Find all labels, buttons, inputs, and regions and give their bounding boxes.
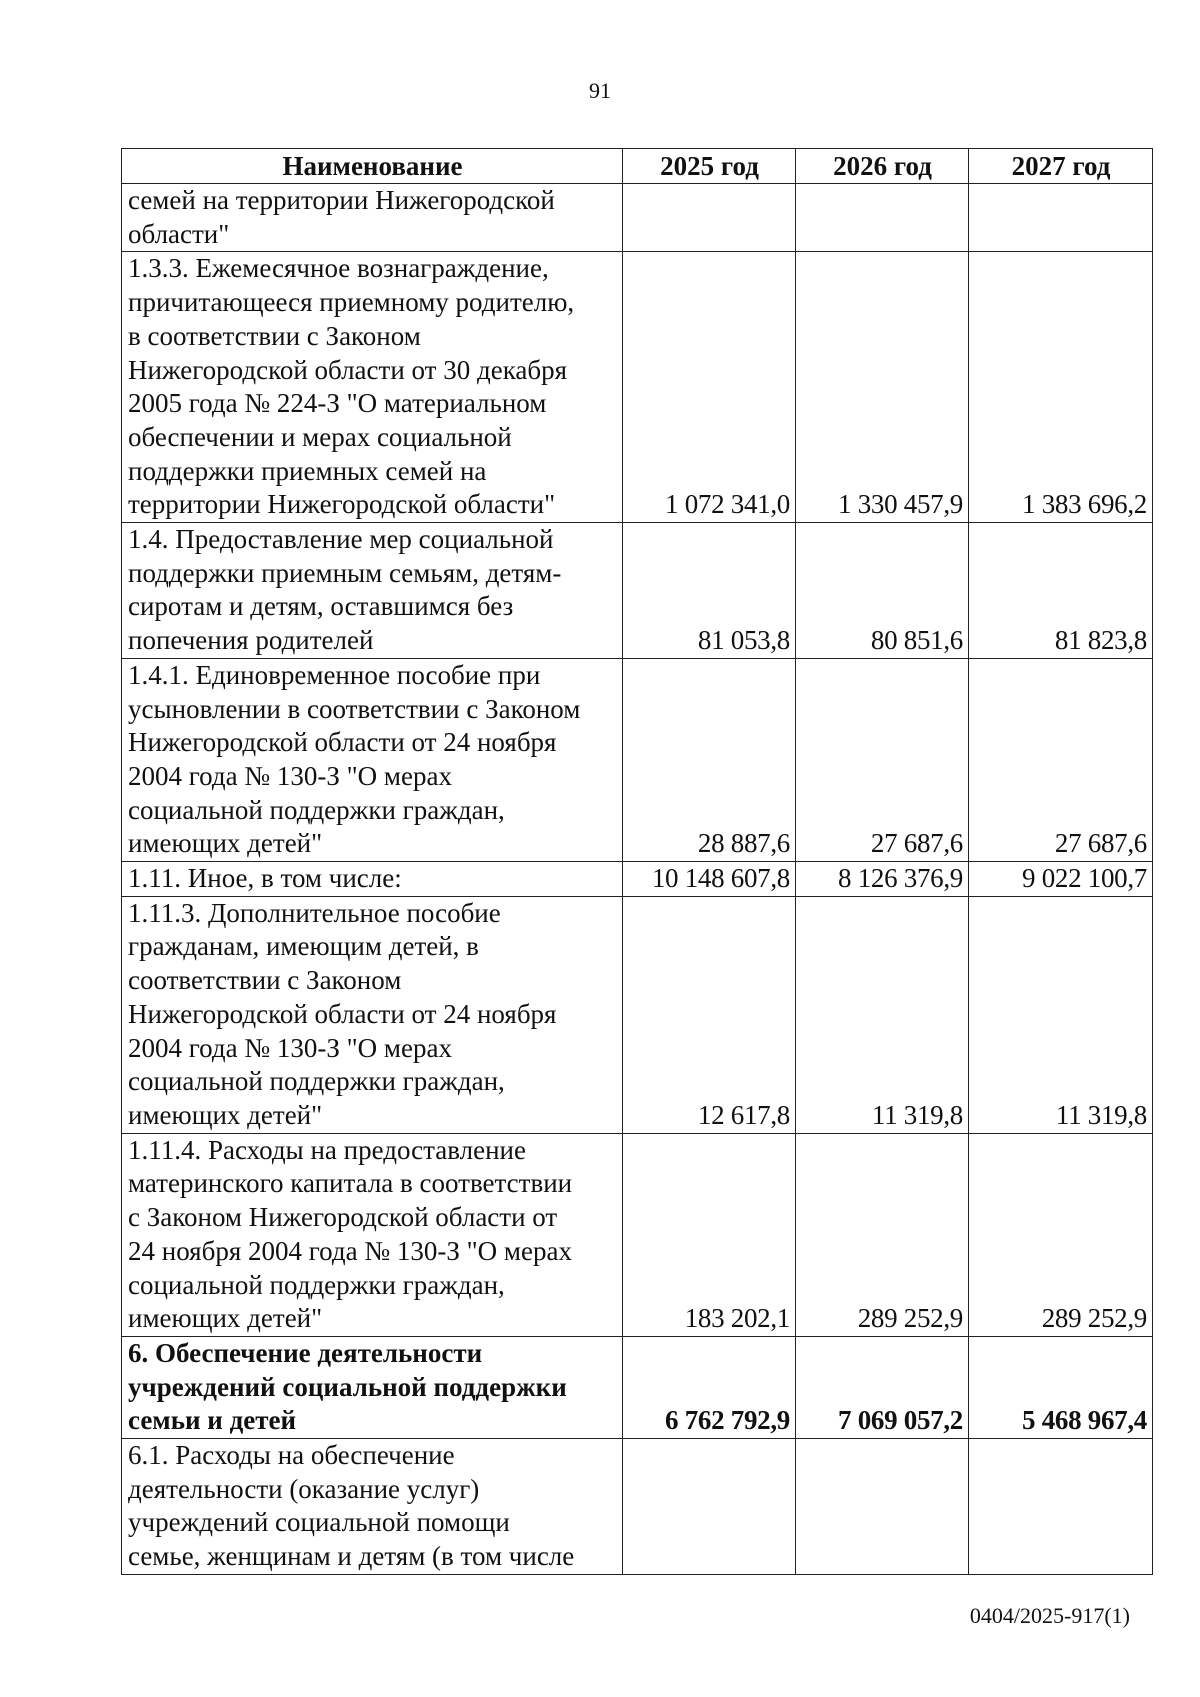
row-value-2026: 27 687,6 [796, 658, 969, 861]
table-row [122, 1133, 1153, 1336]
row-name: 6. Обеспечение деятельности учреждений социальной поддержки семьи и детей [122, 1336, 623, 1438]
header-name: Наименование [122, 149, 623, 184]
row-name: 1.4.1. Единовременное пособие при усыновлении в соответствии с Законом Нижегородской области от 24 ноября 2004 года № 130-З "О мерах социальной поддержки граждан, имеющих детей" [122, 658, 623, 861]
table-row [122, 658, 1153, 861]
table-row [122, 252, 1153, 523]
row-name: 1.11.4. Расходы на предоставление материнского капитала в соответствии с Законом Нижегородской области от 24 ноября 2004 года № 130-З "О мерах социальной поддержки граждан, имеющих детей" [122, 1133, 623, 1336]
row-value-2027: 289 252,9 [969, 1133, 1153, 1336]
row-value-2025: 183 202,1 [623, 1133, 796, 1336]
header-2025: 2025 год [623, 149, 796, 184]
table-row [122, 862, 1153, 897]
row-value-2027: 11 319,8 [969, 896, 1153, 1133]
row-value-2026: 8 126 376,9 [796, 862, 969, 897]
row-value-2026 [796, 184, 969, 252]
row-value-2026: 11 319,8 [796, 896, 969, 1133]
table-header-row [122, 149, 1153, 184]
row-value-2027: 9 022 100,7 [969, 862, 1153, 897]
table-row [122, 1439, 1153, 1575]
row-value-2027: 81 823,8 [969, 523, 1153, 659]
row-name: 6.1. Расходы на обеспечение деятельности (оказание услуг) учреждений социальной помощи семье, женщинам и детям (в том числе [122, 1439, 623, 1575]
row-value-2027: 5 468 967,4 [969, 1336, 1153, 1438]
row-value-2027: 1 383 696,2 [969, 252, 1153, 523]
row-name: 1.11.3. Дополнительное пособие гражданам, имеющим детей, в соответствии с Законом Нижегородской области от 24 ноября 2004 года № 130-З "О мерах социальной поддержки граждан, имеющих детей" [122, 896, 623, 1133]
row-value-2025: 10 148 607,8 [623, 862, 796, 897]
row-value-2026: 7 069 057,2 [796, 1336, 969, 1438]
row-name: 1.3.3. Ежемесячное вознаграждение, причитающееся приемному родителю, в соответствии с Законом Нижегородской области от 30 декабря 2005 года № 224-З "О материальном обеспечении и мерах социальной поддержки приемных семей на территории Нижегородской области" [122, 252, 623, 523]
row-value-2027 [969, 184, 1153, 252]
header-2026: 2026 год [796, 149, 969, 184]
row-value-2027: 27 687,6 [969, 658, 1153, 861]
table-row [122, 523, 1153, 659]
row-value-2026: 1 330 457,9 [796, 252, 969, 523]
row-value-2025: 28 887,6 [623, 658, 796, 861]
table-row-section-total [122, 1336, 1153, 1438]
row-value-2025: 1 072 341,0 [623, 252, 796, 523]
row-value-2025: 81 053,8 [623, 523, 796, 659]
page-number: 91 [589, 78, 611, 103]
row-name: 1.4. Предоставление мер социальной поддержки приемным семьям, детям- сиротам и детям, оставшимся без попечения родителей [122, 523, 623, 659]
budget-table [121, 148, 1153, 1575]
table-row [122, 896, 1153, 1133]
header-2027: 2027 год [969, 149, 1153, 184]
row-name: 1.11. Иное, в том числе: [122, 862, 623, 897]
row-value-2026: 80 851,6 [796, 523, 969, 659]
row-value-2025 [623, 184, 796, 252]
row-name: семей на территории Нижегородской области" [122, 184, 623, 252]
row-value-2026 [796, 1439, 969, 1575]
row-value-2025: 6 762 792,9 [623, 1336, 796, 1438]
row-value-2027 [969, 1439, 1153, 1575]
document-code: 0404/2025-917(1) [969, 1603, 1130, 1628]
row-value-2026: 289 252,9 [796, 1133, 969, 1336]
table-row [122, 184, 1153, 252]
row-value-2025 [623, 1439, 796, 1575]
row-value-2025: 12 617,8 [623, 896, 796, 1133]
